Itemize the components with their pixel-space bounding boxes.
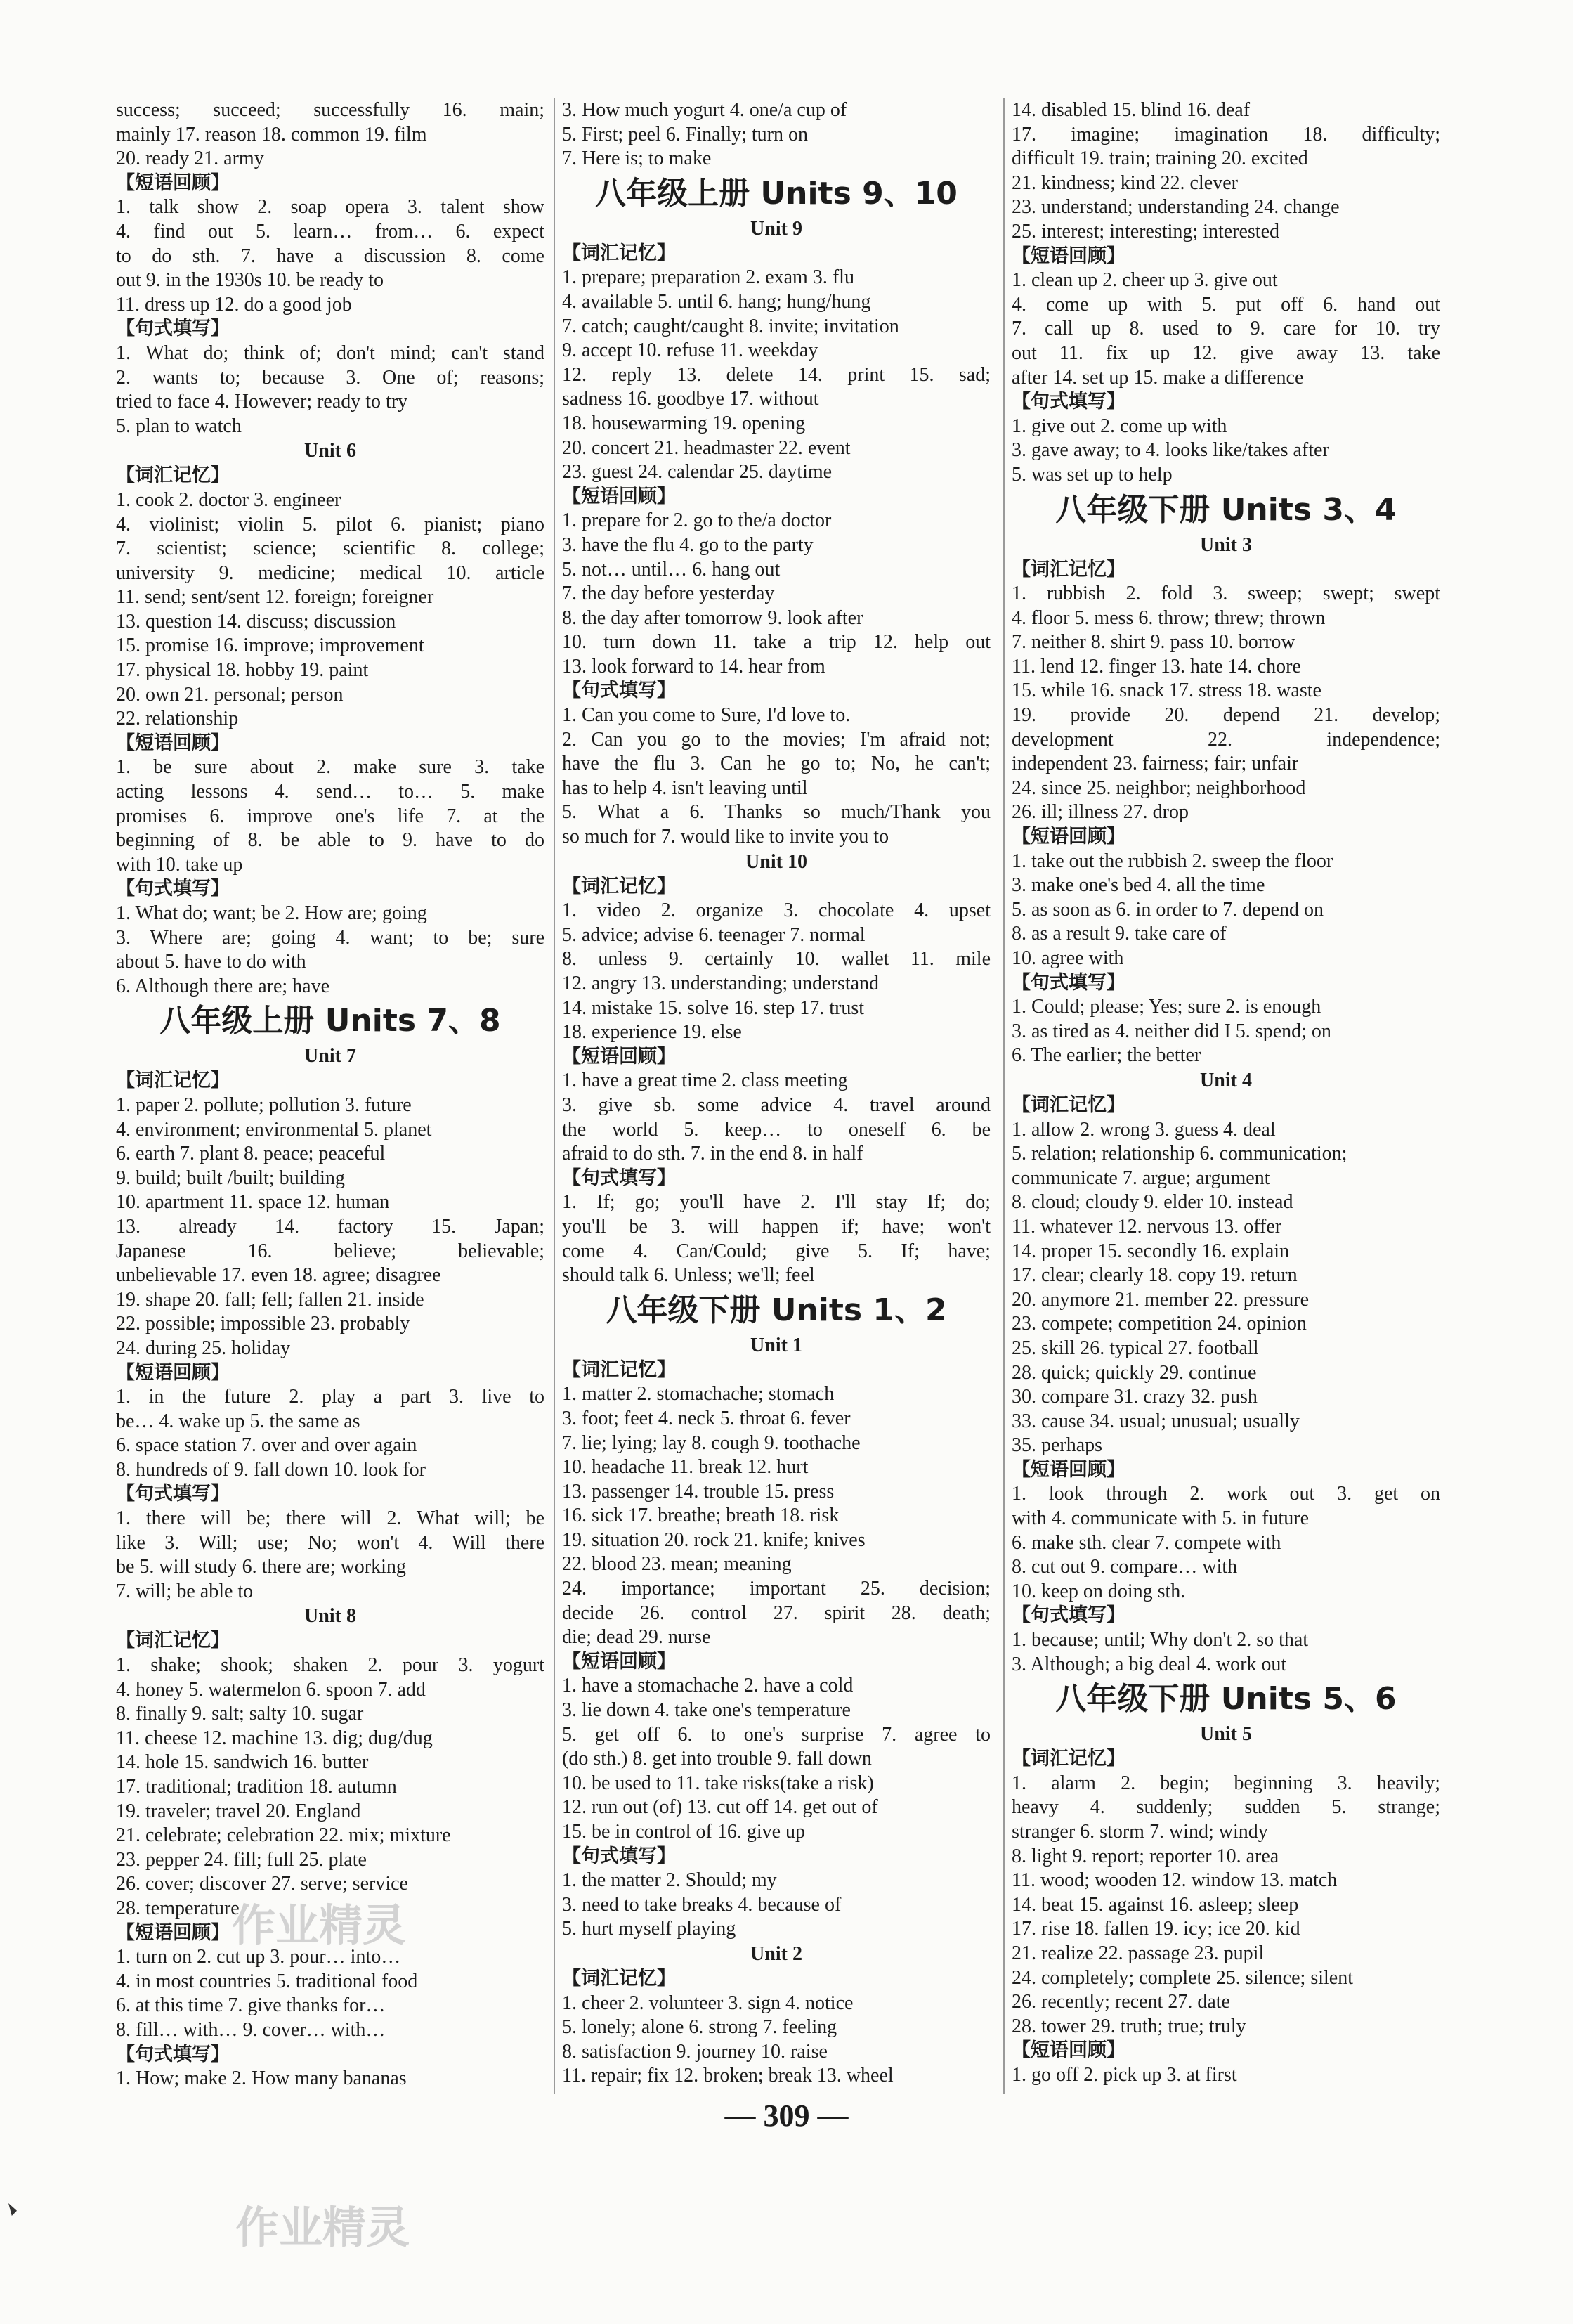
answer-line: 14. proper 15. secondly 16. explain — [1012, 1240, 1290, 1262]
answer-line: 11. cheese 12. machine 13. dig; dug/dug — [116, 1727, 433, 1749]
answer-line: out 11. fix up 12. give away 13. take — [1012, 342, 1440, 364]
section-heading: 【短语回顾】 — [116, 1361, 230, 1384]
answer-line: unbelievable 17. even 18. agree; disagree — [116, 1264, 441, 1287]
section-heading: 【短语回顾】 — [562, 1650, 676, 1673]
answer-line: 4. environment; environmental 5. planet — [116, 1118, 432, 1141]
answer-line: 7. lie; lying; lay 8. cough 9. toothache — [562, 1432, 861, 1454]
answer-line: 26. cover; discover 27. serve; service — [116, 1873, 408, 1895]
answer-line: 8. finally 9. salt; salty 10. sugar — [116, 1703, 364, 1725]
answer-line: 1. clean up 2. cheer up 3. give out — [1012, 269, 1278, 292]
answer-line: 21. realize 22. passage 23. pupil — [1012, 1942, 1265, 1964]
answer-line: 3. foot; feet 4. neck 5. throat 6. fever — [562, 1407, 851, 1429]
answer-line: 1. rubbish 2. fold 3. sweep; swept; swept — [1012, 583, 1440, 605]
answer-line: 6. Although there are; have — [116, 975, 330, 997]
answer-line: 17. imagine; imagination 18. difficulty; — [1012, 123, 1440, 145]
answer-line: 1. paper 2. pollute; pollution 3. future — [116, 1093, 412, 1116]
answer-line: 1. Can you come to Sure, I'd love to. — [562, 704, 851, 727]
section-heading: 【句式填写】 — [1012, 391, 1125, 413]
answer-line: 3. Where are; going 4. want; to be; sure — [116, 926, 544, 949]
answer-line: 28. temperature — [116, 1897, 240, 1919]
answer-line: 1. prepare for 2. go to the/a doctor — [562, 509, 832, 532]
answer-line: after 14. set up 15. make a difference — [1012, 366, 1304, 389]
answer-line: 24. since 25. neighbor; neighborhood — [1012, 777, 1306, 799]
answer-line: 35. perhaps — [1012, 1434, 1103, 1457]
unit-heading: Unit 6 — [304, 440, 356, 462]
answer-line: 13. passenger 14. trouble 15. press — [562, 1480, 835, 1502]
column-divider — [554, 98, 555, 2094]
answer-line: 30. compare 31. crazy 32. push — [1012, 1386, 1258, 1408]
section-heading: 【短语回顾】 — [1012, 826, 1125, 848]
answer-line: 3. How much yogurt 4. one/a cup of — [562, 99, 847, 121]
grade-heading: 八年级下册 Units 3、4 — [1055, 491, 1397, 528]
answer-line: 3. lie down 4. take one's temperature — [562, 1699, 851, 1722]
answer-line: 4. come up with 5. put off 6. hand out — [1012, 293, 1440, 316]
answer-line: 1. If; go; you'll have 2. I'll stay If; do; — [562, 1191, 991, 1214]
answer-line: 10. agree with — [1012, 947, 1124, 969]
answer-line: 5. hurt myself playing — [562, 1918, 736, 1940]
section-heading: 【句式填写】 — [116, 1483, 230, 1505]
answer-line: 20. concert 21. headmaster 22. event — [562, 436, 851, 459]
answer-line: 1. go off 2. pick up 3. at first — [1012, 2063, 1237, 2086]
answer-line: 33. cause 34. usual; unusual; usually — [1012, 1410, 1300, 1432]
answer-line: 13. look forward to 14. hear from — [562, 655, 825, 677]
answer-line: university 9. medicine; medical 10. article — [116, 561, 544, 584]
answer-line: 22. blood 23. mean; meaning — [562, 1553, 792, 1576]
answer-line: communicate 7. argue; argument — [1012, 1167, 1270, 1189]
answer-line: 2. Can you go to the movies; I'm afraid not; — [562, 728, 991, 751]
answer-line: 20. anymore 21. member 22. pressure — [1012, 1288, 1309, 1311]
answer-line: 26. recently; recent 27. date — [1012, 1991, 1230, 2013]
answer-line: 1. video 2. organize 3. chocolate 4. upset — [562, 900, 991, 922]
answer-line: 7. will; be able to — [116, 1580, 254, 1602]
grade-heading: 八年级下册 Units 5、6 — [1055, 1681, 1397, 1718]
answer-line: 14. beat 15. against 16. asleep; sleep — [1012, 1893, 1299, 1916]
answer-line: 6. space station 7. over and over again — [116, 1434, 417, 1457]
answer-line: mainly 17. reason 18. common 19. film — [116, 123, 427, 145]
answer-line: stranger 6. storm 7. wind; windy — [1012, 1821, 1268, 1843]
section-heading: 【句式填写】 — [562, 1167, 676, 1189]
answer-line: 1. the matter 2. Should; my — [562, 1869, 777, 1892]
answer-line: 1. have a stomachache 2. have a cold — [562, 1675, 854, 1697]
section-heading: 【句式填写】 — [1012, 1604, 1125, 1627]
answer-line: 9. build; built /built; building — [116, 1167, 345, 1189]
answer-line: 24. completely; complete 25. silence; silent — [1012, 1966, 1353, 1989]
answer-line: 17. rise 18. fallen 19. icy; ice 20. kid — [1012, 1918, 1300, 1940]
answer-line: 5. First; peel 6. Finally; turn on — [562, 123, 808, 145]
answer-line: the world 5. keep… to oneself 6. be — [562, 1118, 991, 1141]
answer-line: 1. turn on 2. cut up 3. pour… into… — [116, 1946, 401, 1968]
unit-heading: Unit 4 — [1200, 1069, 1252, 1091]
answer-line: 5. get off 6. to one's surprise 7. agree to — [562, 1723, 991, 1746]
answer-line: 5. What a 6. Thanks so much/Thank you — [562, 801, 991, 824]
section-heading: 【短语回顾】 — [116, 171, 230, 194]
answer-line: 6. at this time 7. give thanks for… — [116, 1994, 386, 2017]
answer-line: independent 23. fairness; fair; unfair — [1012, 753, 1299, 775]
answer-line: 1. What do; think of; don't mind; can't stand — [116, 342, 544, 364]
grade-heading: 八年级上册 Units 7、8 — [159, 1003, 501, 1039]
answer-line: 1. How; make 2. How many bananas — [116, 2067, 407, 2090]
answer-line: development 22. independence; — [1012, 728, 1440, 751]
section-heading: 【短语回顾】 — [116, 1921, 230, 1944]
answer-line: 1. cheer 2. volunteer 3. sign 4. notice — [562, 1992, 854, 2014]
section-heading: 【句式填写】 — [562, 680, 676, 702]
section-heading: 【词汇记忆】 — [1012, 1093, 1125, 1116]
answer-line: 1. in the future 2. play a part 3. live to — [116, 1386, 544, 1408]
answer-line: 12. reply 13. delete 14. print 15. sad; — [562, 363, 991, 386]
answer-line: 14. disabled 15. blind 16. deaf — [1012, 99, 1251, 121]
answer-line: 28. tower 29. truth; true; truly — [1012, 2015, 1246, 2037]
answer-line: 10. apartment 11. space 12. human — [116, 1191, 390, 1214]
answer-line: 5. was set up to help — [1012, 463, 1173, 486]
answer-line: 1. prepare; preparation 2. exam 3. flu — [562, 266, 854, 289]
answer-line: 1. have a great time 2. class meeting — [562, 1070, 848, 1092]
answer-line: difficult 19. train; training 20. excited — [1012, 148, 1308, 170]
answer-line: 7. the day before yesterday — [562, 583, 775, 605]
answer-line: Japanese 16. believe; believable; — [116, 1240, 544, 1262]
grade-heading: 八年级下册 Units 1、2 — [606, 1292, 947, 1328]
answer-line: 4. floor 5. mess 6. throw; threw; thrown — [1012, 606, 1326, 629]
answer-line: 8. unless 9. certainly 10. wallet 11. mile — [562, 948, 991, 971]
answer-line: 1. there will be; there will 2. What will; be — [116, 1507, 544, 1530]
unit-heading: Unit 8 — [304, 1605, 356, 1628]
watermark: 作业精灵 — [232, 1900, 407, 1951]
answer-line: (do sth.) 8. get into trouble 9. fall down — [562, 1748, 872, 1770]
section-heading: 【词汇记忆】 — [1012, 1748, 1125, 1770]
answer-line: 19. shape 20. fall; fell; fallen 21. inside — [116, 1288, 424, 1311]
answer-line: 7. Here is; to make — [562, 148, 712, 170]
answer-line: 17. physical 18. hobby 19. paint — [116, 659, 369, 682]
answer-line: like 3. Will; use; No; won't 4. Will there — [116, 1531, 544, 1554]
section-heading: 【句式填写】 — [1012, 971, 1125, 994]
answer-line: 1. matter 2. stomachache; stomach — [562, 1383, 835, 1406]
answer-line: afraid to do sth. 7. in the end 8. in half — [562, 1143, 863, 1165]
answer-line: beginning of 8. be able to 9. have to do — [116, 829, 544, 852]
answer-line: 24. during 25. holiday — [116, 1337, 291, 1359]
answer-line: 10. be used to 11. take risks(take a risk) — [562, 1772, 874, 1794]
answer-line: be 5. will study 6. there are; working — [116, 1556, 406, 1578]
column-divider — [1003, 98, 1005, 2094]
answer-line: decide 26. control 27. spirit 28. death; — [562, 1602, 991, 1624]
answer-line: 28. quick; quickly 29. continue — [1012, 1361, 1257, 1384]
answer-line: 5. advice; advise 6. teenager 7. normal — [562, 923, 866, 946]
grade-heading: 八年级上册 Units 9、10 — [595, 175, 958, 212]
unit-heading: Unit 1 — [750, 1334, 802, 1356]
answer-line: 6. earth 7. plant 8. peace; peaceful — [116, 1143, 386, 1165]
answer-line: 5. as soon as 6. in order to 7. depend on — [1012, 898, 1324, 921]
answer-line: 3. have the flu 4. go to the party — [562, 533, 814, 556]
answer-line: 8. as a result 9. take care of — [1012, 923, 1227, 945]
answer-line: promises 6. improve one's life 7. at the — [116, 805, 544, 827]
answer-line: you'll be 3. will happen if; have; won't — [562, 1215, 991, 1238]
answer-line: 18. housewarming 19. opening — [562, 412, 806, 434]
unit-heading: Unit 5 — [1200, 1723, 1252, 1746]
answer-line: 22. possible; impossible 23. probably — [116, 1313, 410, 1335]
section-heading: 【词汇记忆】 — [116, 1070, 230, 1092]
section-heading: 【短语回顾】 — [1012, 245, 1125, 267]
answer-line: 8. light 9. report; reporter 10. area — [1012, 1845, 1279, 1867]
answer-line: 1. Could; please; Yes; sure 2. is enough — [1012, 996, 1321, 1018]
answer-line: 8. satisfaction 9. journey 10. raise — [562, 2040, 828, 2063]
answer-line: 15. promise 16. improve; improvement — [116, 635, 424, 657]
answer-line: success; succeed; successfully 16. main; — [116, 99, 544, 121]
answer-line: 1. cook 2. doctor 3. engineer — [116, 488, 341, 511]
answer-line: 15. be in control of 16. give up — [562, 1821, 806, 1843]
answer-column-middle — [562, 98, 991, 2089]
answer-line: 25. interest; interesting; interested — [1012, 220, 1280, 242]
answer-line: 19. provide 20. depend 21. develop; — [1012, 704, 1440, 727]
answer-line: 12. run out (of) 13. cut off 14. get out of — [562, 1796, 878, 1819]
answer-line: 18. experience 19. else — [562, 1021, 742, 1044]
answer-line: 24. importance; important 25. decision; — [562, 1578, 991, 1600]
answer-line: with 10. take up — [116, 853, 243, 876]
section-heading: 【词汇记忆】 — [116, 1630, 230, 1652]
answer-line: 6. make sth. clear 7. compete with — [1012, 1531, 1281, 1554]
answer-line: about 5. have to do with — [116, 951, 306, 973]
answer-line: 1. What do; want; be 2. How are; going — [116, 902, 427, 924]
answer-line: with 4. communicate with 5. in future — [1012, 1507, 1310, 1530]
answer-line: 1. shake; shook; shaken 2. pour 3. yogurt — [116, 1654, 544, 1677]
answer-line: 1. look through 2. work out 3. get on — [1012, 1483, 1440, 1505]
answer-line: 1. be sure about 2. make sure 3. take — [116, 756, 544, 779]
answer-line: die; dead 29. nurse — [562, 1626, 711, 1649]
answer-line: 8. fill… with… 9. cover… with… — [116, 2018, 386, 2041]
answer-line: 4. find out 5. learn… from… 6. expect — [116, 220, 544, 242]
answer-line: 3. make one's bed 4. all the time — [1012, 874, 1265, 897]
answer-line: 13. already 14. factory 15. Japan; — [116, 1215, 544, 1238]
answer-line: 23. guest 24. calendar 25. daytime — [562, 461, 833, 483]
answer-line: 5. lonely; alone 6. strong 7. feeling — [562, 2016, 837, 2039]
answer-line: 9. accept 10. refuse 11. weekday — [562, 339, 818, 362]
unit-heading: Unit 3 — [1200, 533, 1252, 556]
unit-heading: Unit 10 — [745, 850, 807, 873]
answer-line: 11. dress up 12. do a good job — [116, 293, 352, 316]
answer-line: 3. need to take breaks 4. because of — [562, 1893, 842, 1916]
answer-line: acting lessons 4. send… to… 5. make — [116, 781, 544, 803]
answer-line: 21. kindness; kind 22. clever — [1012, 171, 1238, 194]
answer-column-right — [1012, 98, 1440, 2088]
section-heading: 【短语回顾】 — [562, 1045, 676, 1067]
answer-line: 3. as tired as 4. neither did I 5. spend; on — [1012, 1020, 1331, 1042]
answer-line: have the flu 3. Can he go to; No, he can't; — [562, 753, 991, 775]
answer-line: 12. angry 13. understanding; understand — [562, 973, 880, 994]
answer-line: 14. mistake 15. solve 16. step 17. trust — [562, 997, 865, 1019]
answer-line: 1. take out the rubbish 2. sweep the floor — [1012, 850, 1333, 872]
answer-line: 8. the day after tomorrow 9. look after — [562, 606, 863, 629]
section-heading: 【词汇记忆】 — [562, 1358, 676, 1381]
answer-line: 23. understand; understanding 24. change — [1012, 196, 1340, 219]
answer-line: 22. relationship — [116, 708, 239, 730]
answer-line: 23. pepper 24. fill; full 25. plate — [116, 1848, 367, 1871]
answer-line: 17. clear; clearly 18. copy 19. return — [1012, 1264, 1298, 1287]
section-heading: 【短语回顾】 — [562, 485, 676, 507]
watermark: 作业精灵 — [235, 2202, 410, 2253]
answer-line: 8. cloud; cloudy 9. elder 10. instead — [1012, 1191, 1293, 1214]
answer-line: heavy 4. suddenly; sudden 5. strange; — [1012, 1796, 1440, 1819]
section-heading: 【词汇记忆】 — [562, 1967, 676, 1989]
answer-line: 5. relation; relationship 6. communication; — [1012, 1143, 1347, 1165]
answer-line: 3. give sb. some advice 4. travel around — [562, 1093, 991, 1116]
section-heading: 【词汇记忆】 — [1012, 558, 1125, 580]
answer-line: 8. cut out 9. compare… with — [1012, 1556, 1238, 1578]
answer-line: 10. turn down 11. take a trip 12. help out — [562, 631, 991, 654]
section-heading: 【句式填写】 — [562, 1845, 676, 1867]
answer-line: 16. sick 17. breathe; breath 18. risk — [562, 1505, 840, 1527]
answer-line: 6. The earlier; the better — [1012, 1044, 1201, 1067]
page-number: — 309 — — [724, 2098, 849, 2133]
answer-line: 11. whatever 12. nervous 13. offer — [1012, 1215, 1282, 1238]
answer-line: 21. celebrate; celebration 22. mix; mixture — [116, 1824, 451, 1847]
answer-line: 19. traveler; travel 20. England — [116, 1800, 361, 1822]
answer-line: 1. because; until; Why don't 2. so that — [1012, 1629, 1309, 1651]
answer-line: 11. wood; wooden 12. window 13. match — [1012, 1869, 1338, 1892]
answer-line: tried to face 4. However; ready to try — [116, 391, 408, 413]
answer-line: 13. question 14. discuss; discussion — [116, 610, 396, 632]
answer-line: 17. traditional; tradition 18. autumn — [116, 1776, 397, 1798]
section-heading: 【短语回顾】 — [116, 732, 230, 754]
answer-line: 1. allow 2. wrong 3. guess 4. deal — [1012, 1118, 1276, 1141]
unit-heading: Unit 2 — [750, 1942, 802, 1965]
answer-line: 3. gave away; to 4. looks like/takes after — [1012, 439, 1329, 462]
answer-line: 8. hundreds of 9. fall down 10. look for — [116, 1458, 426, 1481]
answer-line: 4. available 5. until 6. hang; hung/hung — [562, 290, 871, 313]
answer-line: 10. headache 11. break 12. hurt — [562, 1456, 809, 1479]
answer-line: 11. lend 12. finger 13. hate 14. chore — [1012, 655, 1301, 677]
answer-line: 4. in most countries 5. traditional food — [116, 1970, 418, 1992]
answer-line: 25. skill 26. typical 27. football — [1012, 1337, 1259, 1359]
answer-column-left — [116, 98, 544, 2091]
answer-line: should talk 6. Unless; we'll; feel — [562, 1264, 815, 1287]
answer-line: 10. keep on doing sth. — [1012, 1580, 1186, 1602]
answer-line: 7. neither 8. shirt 9. pass 10. borrow — [1012, 631, 1295, 654]
section-heading: 【短语回顾】 — [1012, 1458, 1125, 1481]
section-heading: 【句式填写】 — [116, 878, 230, 900]
answer-line: sadness 16. goodbye 17. without — [562, 388, 819, 410]
answer-line: 11. send; sent/sent 12. foreign; foreigner — [116, 586, 434, 609]
answer-line: 23. compete; competition 24. opinion — [1012, 1313, 1307, 1335]
answer-line: 7. call up 8. used to 9. care for 10. try — [1012, 318, 1440, 340]
answer-line: be… 4. wake up 5. the same as — [116, 1410, 360, 1432]
answer-line: 5. plan to watch — [116, 415, 242, 437]
answer-line: 26. ill; illness 27. drop — [1012, 801, 1189, 824]
unit-heading: Unit 7 — [304, 1045, 356, 1067]
answer-line: 1. talk show 2. soap opera 3. talent show — [116, 196, 544, 219]
section-heading: 【句式填写】 — [116, 2043, 230, 2065]
answer-line: has to help 4. isn't leaving until — [562, 777, 808, 799]
answer-line: 1. give out 2. come up with — [1012, 415, 1227, 437]
corner-mark — [8, 2203, 17, 2216]
answer-line: 3. Although; a big deal 4. work out — [1012, 1653, 1287, 1675]
answer-line: 20. own 21. personal; person — [116, 683, 344, 706]
section-heading: 【词汇记忆】 — [562, 875, 676, 897]
section-heading: 【句式填写】 — [116, 318, 230, 340]
answer-line: 4. violinist; violin 5. pilot 6. pianist; piano — [116, 513, 544, 535]
section-heading: 【短语回顾】 — [1012, 2039, 1125, 2062]
section-heading: 【词汇记忆】 — [116, 465, 230, 487]
answer-line: 5. not… until… 6. hang out — [562, 558, 781, 580]
answer-line: 11. repair; fix 12. broken; break 13. wheel — [562, 2065, 894, 2087]
answer-line: 1. alarm 2. begin; beginning 3. heavily; — [1012, 1772, 1440, 1794]
answer-line: 4. honey 5. watermelon 6. spoon 7. add — [116, 1678, 426, 1701]
unit-heading: Unit 9 — [750, 217, 802, 240]
answer-line: 14. hole 15. sandwich 16. butter — [116, 1751, 369, 1774]
answer-line: 2. wants to; because 3. One of; reasons; — [116, 366, 544, 389]
answer-line: to do sth. 7. have a discussion 8. come — [116, 245, 544, 267]
answer-line: 19. situation 20. rock 21. knife; knives — [562, 1528, 866, 1551]
answer-line: 7. catch; caught/caught 8. invite; invitation — [562, 315, 899, 337]
answer-line: out 9. in the 1930s 10. be ready to — [116, 269, 384, 292]
section-heading: 【词汇记忆】 — [562, 242, 676, 264]
answer-line: 20. ready 21. army — [116, 148, 264, 170]
answer-line: 15. while 16. snack 17. stress 18. waste — [1012, 680, 1321, 702]
answer-line: 7. scientist; science; scientific 8. college; — [116, 538, 544, 560]
answer-line: come 4. Can/Could; give 5. If; have; — [562, 1240, 991, 1262]
answer-line: so much for 7. would like to invite you to — [562, 826, 889, 848]
